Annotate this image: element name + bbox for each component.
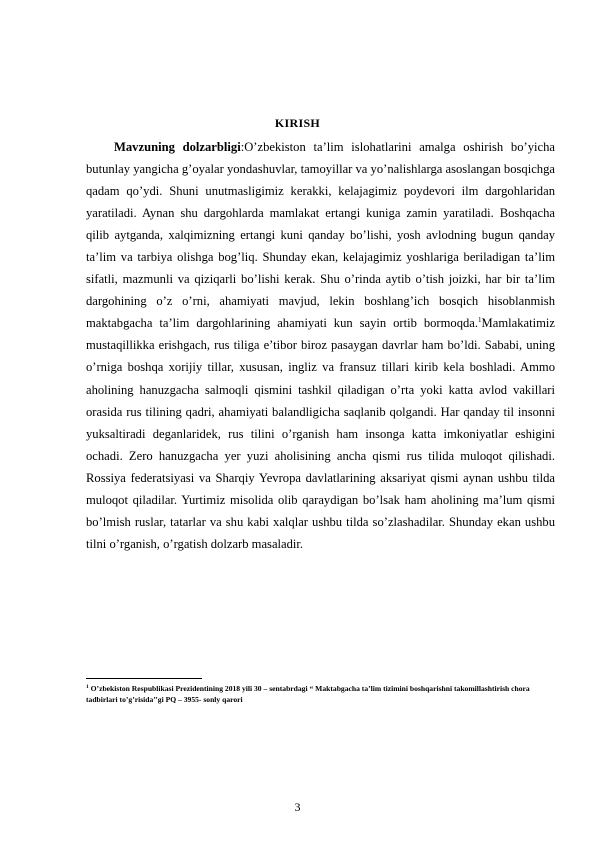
footnote-marker: 1	[86, 684, 89, 690]
page-number: 3	[294, 800, 301, 814]
body-text-part1: :O’zbekiston ta’lim islohatlarini amalga oshirish bo’yicha butunlay yangicha g’oyalar yondashuvlar, tamoyillar va yo’nalishlarga asoslangan bosqichga qadam qo’ydi. Shuni unutmasligimiz kerakki, kelajagimiz poydevori ilm dargohlaridan yaratiladi. Aynan shu dargohlarda mamlakat ertangi kuniga zamin yaratiladi. Boshqacha qilib aytganda, xalqimizning ertangi kuni qanday bo’lishi, yosh avlodning bugun qanday ta’lim va tarbiya olishga bog’liq. Shunday ekan, kelajagimiz yoshlariga beriladigan ta’lim sifatli, mazmunli va qiziqarli bo’lishi kerak. Shu o’rinda aytib o’tish joizki, har bir ta’lim dargohining o’z o’rni, ahamiyati mavjud, lekin boshlang’ich bosqich hisoblanmish maktabgacha ta’lim dargohlarining ahamiyati kun sayin ortib bormoqda.	[86, 140, 555, 331]
footnote	[86, 683, 555, 705]
footnote-separator	[86, 678, 202, 679]
body-text-part2: Mamlakatimiz mustaqillikka erishgach, rus tiliga e’tibor biroz pasaygan davrlar ham bo’ldi. Sababi, uning o’rniga boshqa xorijiy tillar, xususan, ingliz va fransuz tillari kirib kela boshladi. Ammo aholining hanuzgacha salmoqli qismini tashkil qiladigan o’rta yoki katta avlod vakillari orasida rus tilining qadri, ahamiyati balandligicha saqlanib qolgandi. Har qanday til insonni yuksaltiradi deganlaridek, rus tilini o’rganish ham insonga katta imkoniyatlar eshigini ochadi. Zero hanuzgacha yer yuzi aholisining ancha qismi rus tilida muloqot qilishadi. Rossiya federatsiyasi va Sharqiy Yevropa davlatlarining aksariyat qismi aynan ushbu tilda muloqot qiladilar. Yurtimiz misolida olib qaraydigan bo’lsak ham aholining ma’lum qismi bo’lmish ruslar, tatarlar va shu kabi xalqlar ushbu tilda so’zlashadilar. Shunday ekan ushbu tilni o’rganish, o’rgatish dolzarb masaladir.	[86, 316, 555, 551]
footnote-reference[interactable]: 1	[478, 316, 482, 325]
footnote-text: O’zbekiston Respublikasi Prezidentining 2018 yili 30 – sentabrdagi “ Maktabgacha ta’lim tizimini boshqarishni takomillashtirish chora tadbirlari to’g’risida’’gi PQ – 3955- sonly qarori	[86, 684, 530, 704]
lead-term: Mavzuning dolzarbligi	[114, 140, 241, 154]
body-paragraph	[86, 136, 555, 555]
section-heading: KIRISH	[274, 116, 321, 130]
